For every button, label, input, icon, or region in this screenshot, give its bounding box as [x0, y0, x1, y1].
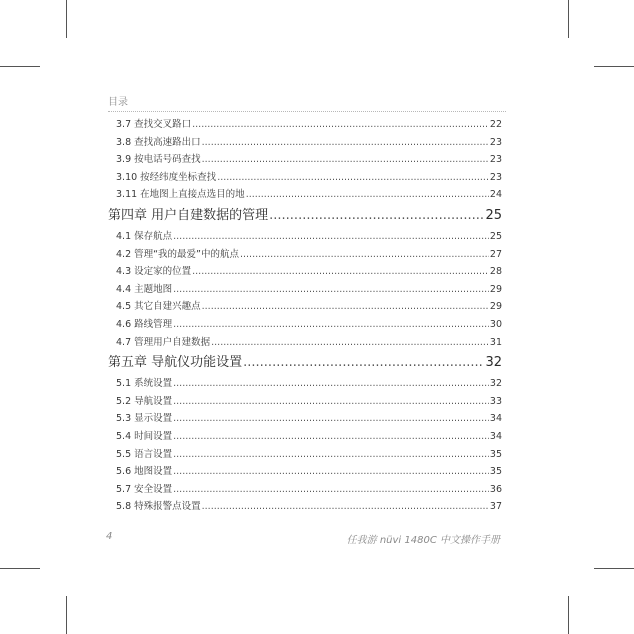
toc-entry-title: 第五章 导航仪功能设置 — [108, 355, 243, 371]
toc-entry-page: 32 — [489, 378, 502, 390]
toc-entry-title: 4.7 管理用户自建数据 — [116, 336, 211, 348]
toc-entry-page: 23 — [489, 171, 502, 183]
toc-dot-leader — [173, 316, 489, 334]
toc-section-entry[interactable] — [108, 316, 502, 334]
toc-dot-leader — [173, 410, 489, 428]
toc-entry-page: 34 — [489, 413, 502, 425]
toc-dot-leader — [202, 498, 489, 516]
toc-section-entry[interactable] — [108, 281, 502, 299]
toc-dot-leader — [202, 134, 489, 152]
toc-entry-page: 23 — [489, 154, 502, 166]
toc-dot-leader — [202, 298, 489, 316]
toc-section-entry[interactable] — [108, 134, 502, 152]
crop-mark — [594, 568, 634, 569]
toc-dot-leader — [269, 204, 484, 228]
toc-section-entry[interactable] — [108, 151, 502, 169]
crop-mark — [66, 596, 67, 634]
crop-mark — [568, 596, 569, 634]
toc-entry-title: 5.6 地图设置 — [116, 466, 173, 478]
toc-entry-page: 37 — [489, 501, 502, 513]
crop-mark — [66, 0, 67, 38]
toc-section-entry[interactable] — [108, 298, 502, 316]
page-header: 目录 — [108, 97, 506, 112]
toc-entry-page: 29 — [489, 283, 502, 295]
toc-entry-page: 33 — [489, 395, 502, 407]
toc-dot-leader — [173, 481, 489, 499]
toc-section-entry[interactable] — [108, 169, 502, 187]
toc-entry-title: 3.7 查找交叉路口 — [116, 119, 192, 130]
toc-entry-title: 4.3 设定家的位置 — [116, 266, 192, 278]
toc-section-entry[interactable] — [108, 410, 502, 428]
toc-section-entry[interactable] — [108, 446, 502, 464]
toc-entry-title: 第四章 用户自建数据的管理 — [108, 207, 269, 223]
toc-dot-leader — [243, 351, 484, 375]
toc-entry-title: 4.4 主题地图 — [116, 283, 173, 295]
toc-dot-leader — [192, 116, 489, 134]
toc-entry-title: 3.11 在地图上直接点选目的地 — [116, 189, 245, 201]
toc-dot-leader — [240, 246, 489, 264]
toc-section-entry[interactable] — [108, 228, 502, 246]
toc-dot-leader — [211, 334, 489, 352]
toc-section-entry[interactable] — [108, 263, 502, 281]
toc-entry-title: 5.3 显示设置 — [116, 413, 173, 425]
toc-entry-page: 23 — [489, 136, 502, 148]
toc-entry-page: 25 — [489, 230, 502, 242]
toc-section-entry[interactable] — [108, 393, 502, 411]
toc-section-entry[interactable] — [108, 428, 502, 446]
toc-section-entry[interactable] — [108, 186, 502, 204]
toc-dot-leader — [173, 281, 489, 299]
toc-entry-title: 3.8 查找高速路出口 — [116, 136, 201, 148]
toc-entry-title: 5.8 特殊报警点设置 — [116, 501, 201, 513]
toc-entry-page: 29 — [489, 301, 502, 313]
toc-entry-page: 30 — [489, 318, 502, 330]
toc-dot-leader — [246, 186, 489, 204]
toc-entry-page: 36 — [489, 483, 502, 495]
toc-entry-title: 5.5 语言设置 — [116, 448, 173, 460]
book-title: 任我游 nüvi 1480C 中文操作手册 — [346, 535, 500, 546]
toc-section-entry[interactable] — [108, 481, 502, 499]
toc-chapter-entry[interactable] — [108, 351, 502, 375]
toc-entry-title: 4.5 其它自建兴趣点 — [116, 301, 201, 313]
toc-dot-leader — [173, 393, 489, 411]
toc-section-entry[interactable] — [108, 463, 502, 481]
toc-entry-page: 25 — [485, 207, 502, 223]
toc-entry-page: 22 — [489, 119, 502, 130]
toc-entry-page: 35 — [489, 448, 502, 460]
toc-dot-leader — [192, 263, 489, 281]
toc-section-entry[interactable] — [108, 116, 502, 134]
toc-entry-title: 5.4 时间设置 — [116, 430, 173, 442]
toc-section-entry[interactable] — [108, 375, 502, 393]
table-of-contents — [108, 116, 502, 516]
toc-entry-page: 28 — [489, 266, 502, 278]
toc-entry-page: 27 — [489, 248, 502, 260]
toc-entry-title: 5.2 导航设置 — [116, 395, 173, 407]
toc-chapter-entry[interactable] — [108, 204, 502, 228]
toc-section-entry[interactable] — [108, 246, 502, 264]
crop-mark — [568, 0, 569, 38]
toc-entry-page: 32 — [485, 355, 502, 371]
crop-mark — [0, 66, 40, 67]
page-number: 4 — [106, 531, 113, 542]
toc-entry-title: 4.1 保存航点 — [116, 230, 173, 242]
toc-entry-title: 5.1 系统设置 — [116, 378, 173, 390]
toc-dot-leader — [173, 228, 489, 246]
toc-entry-title: 4.2 管理“我的最爱”中的航点 — [116, 248, 239, 260]
toc-dot-leader — [202, 151, 489, 169]
toc-dot-leader — [173, 446, 489, 464]
crop-mark — [0, 568, 40, 569]
toc-section-entry[interactable] — [108, 498, 502, 516]
toc-entry-title: 3.10 按经纬度坐标查找 — [116, 171, 217, 183]
toc-entry-title: 3.9 按电话号码查找 — [116, 154, 201, 166]
toc-dot-leader — [173, 375, 489, 393]
toc-entry-title: 5.7 安全设置 — [116, 483, 173, 495]
toc-entry-page: 24 — [489, 189, 502, 201]
toc-dot-leader — [217, 169, 489, 187]
toc-entry-title: 4.6 路线管理 — [116, 318, 173, 330]
toc-dot-leader — [173, 428, 489, 446]
toc-entry-page: 34 — [489, 430, 502, 442]
crop-mark — [594, 66, 634, 67]
toc-entry-page: 31 — [489, 336, 502, 348]
toc-section-entry[interactable] — [108, 334, 502, 352]
toc-entry-page: 35 — [489, 466, 502, 478]
toc-dot-leader — [173, 463, 489, 481]
